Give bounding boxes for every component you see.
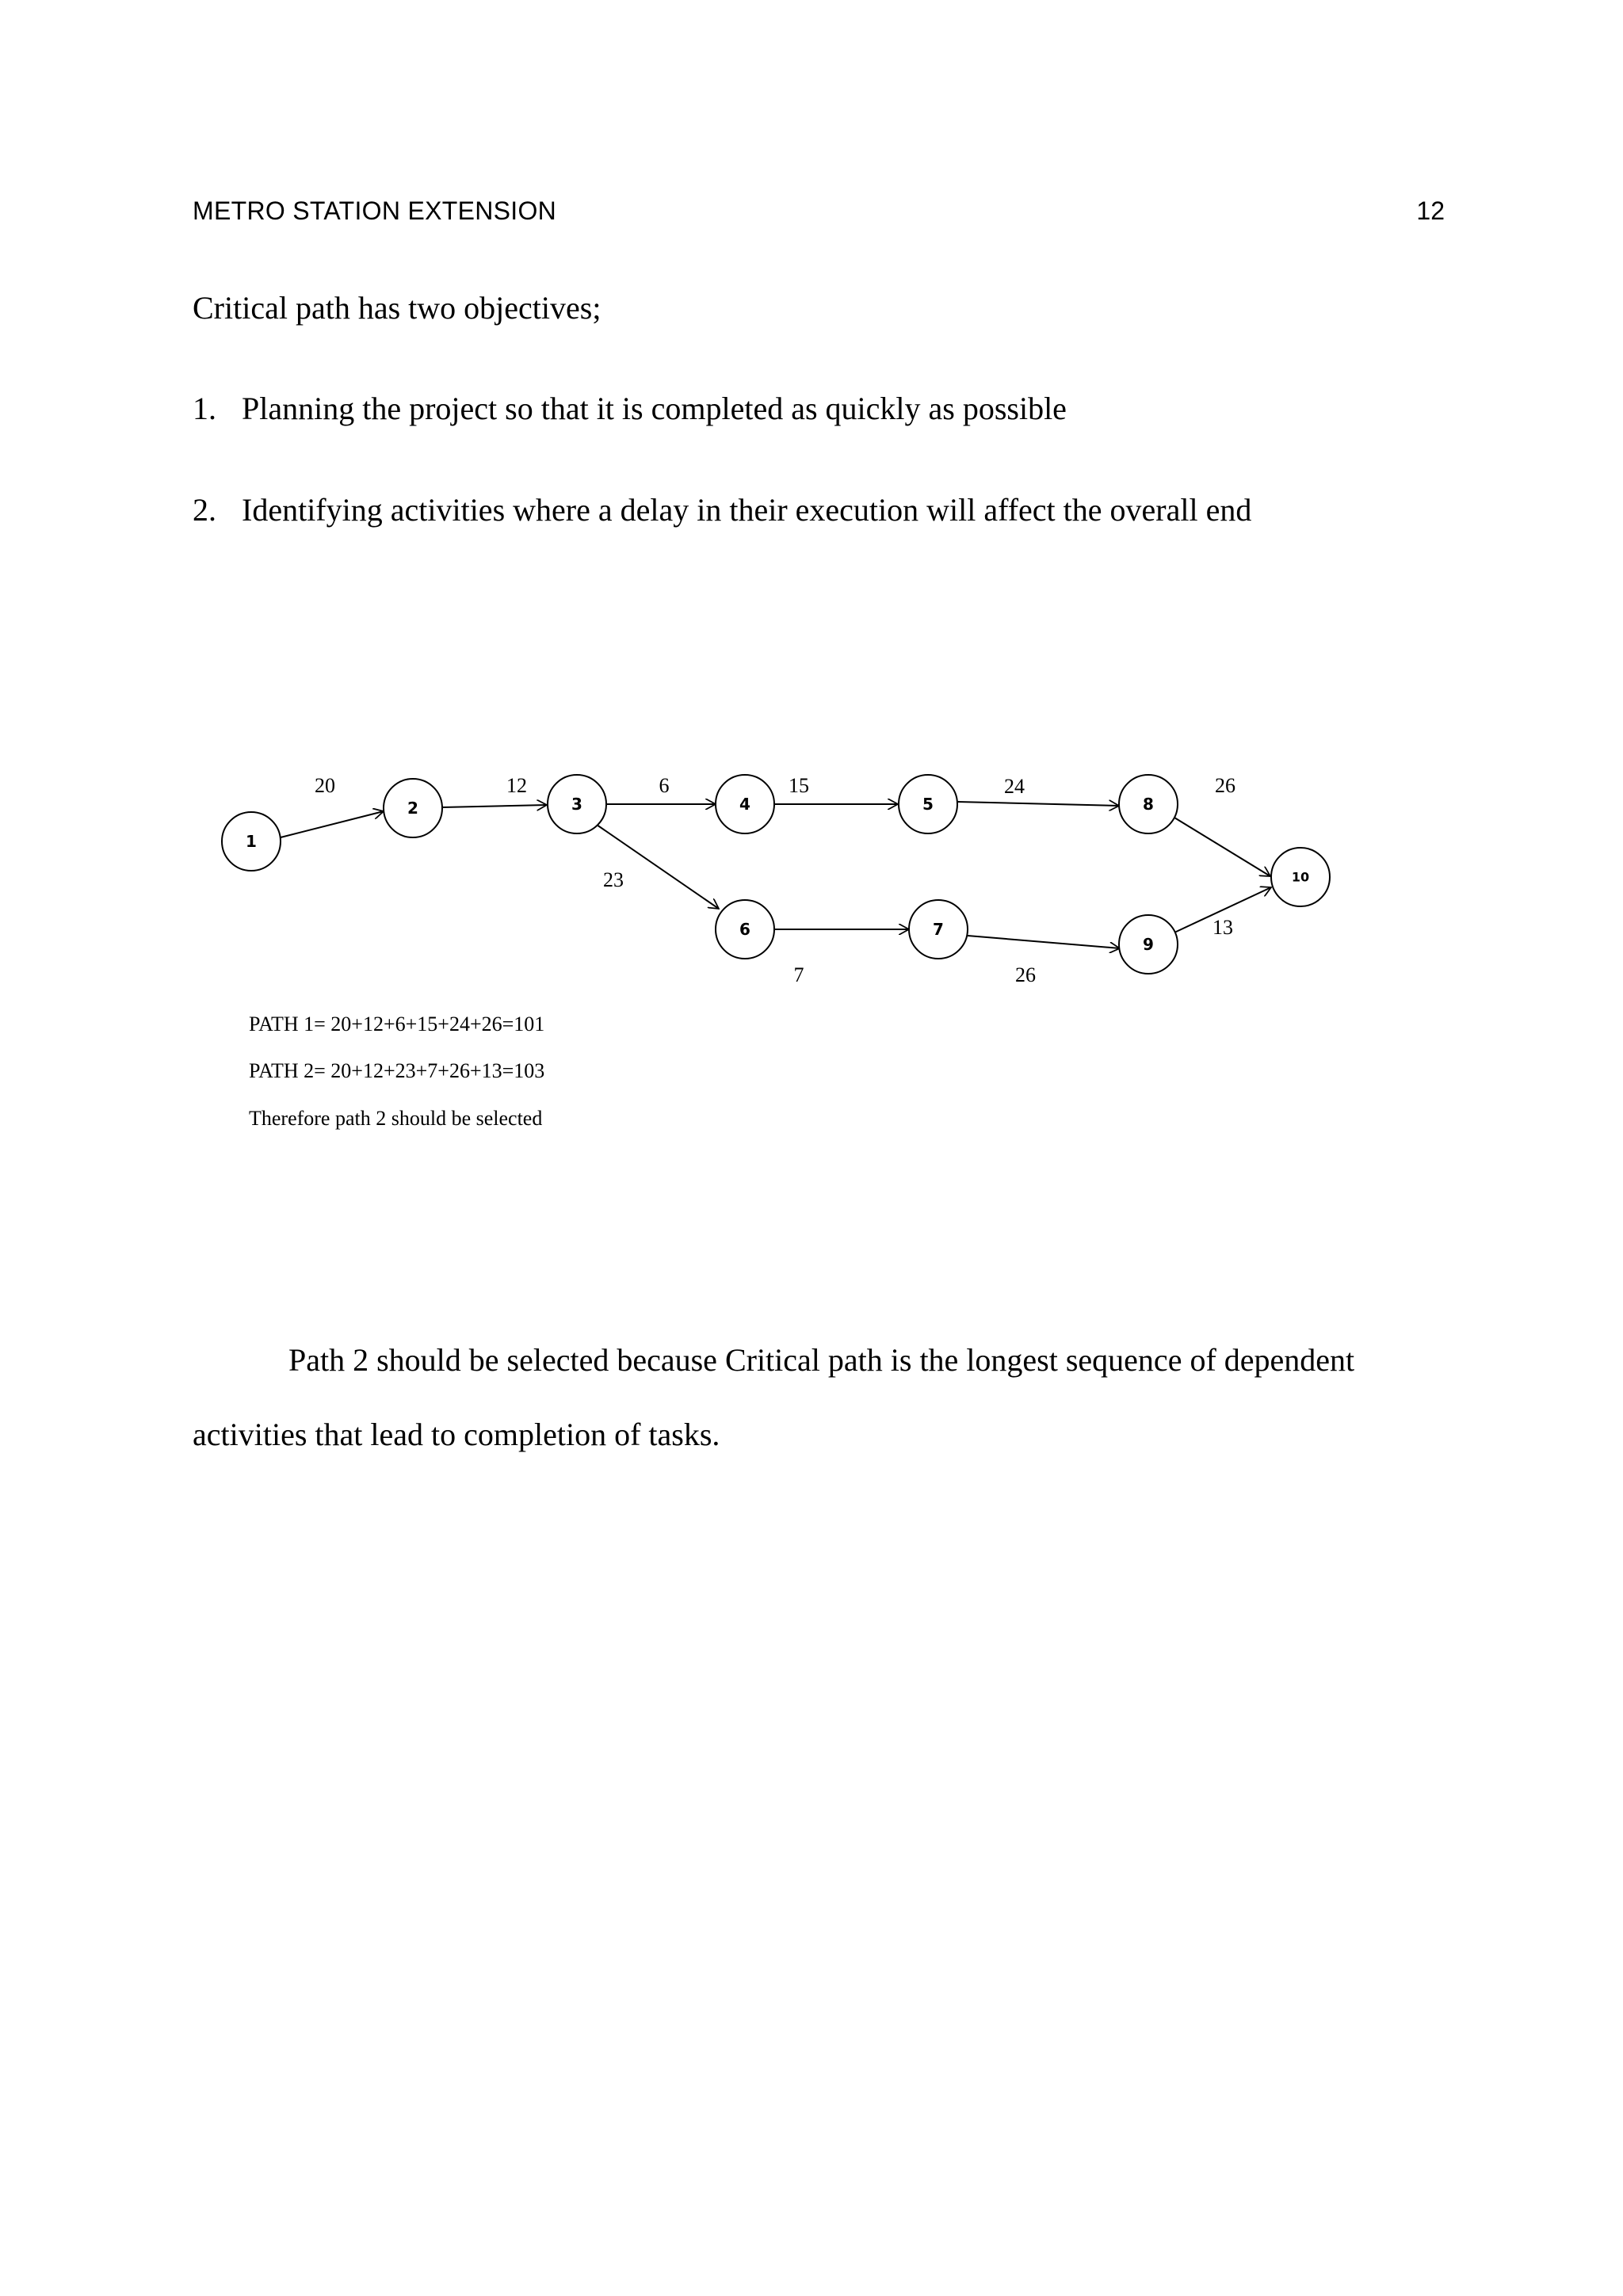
node-label: 4 xyxy=(739,795,750,814)
edge-8-10 xyxy=(1174,818,1270,876)
edge-label: 20 xyxy=(315,774,335,797)
edge-5-8 xyxy=(957,802,1119,806)
edge-label: 26 xyxy=(1015,963,1036,986)
node-label: 7 xyxy=(933,920,944,939)
conclusion-paragraph-line: activities that lead to completion of tasks. xyxy=(193,1417,720,1452)
edge-label: 26 xyxy=(1215,774,1235,797)
objective-text: Identifying activities where a delay in their execution will affect the overall end xyxy=(242,492,1252,528)
node-label: 2 xyxy=(407,799,418,818)
node-label: 8 xyxy=(1143,795,1154,814)
node-label: 5 xyxy=(922,795,934,814)
conclusion-paragraph-line: Path 2 should be selected because Critical path is the longest sequence of dependent xyxy=(288,1342,1355,1378)
edge-label: 23 xyxy=(603,868,624,891)
objective-text: Planning the project so that it is completed as quickly as possible xyxy=(242,391,1067,426)
running-head: METRO STATION EXTENSION xyxy=(193,196,557,225)
path-1-sum: PATH 1= 20+12+6+15+24+26=101 xyxy=(249,1013,545,1035)
intro-text: Critical path has two objectives; xyxy=(193,290,601,326)
node-label: 3 xyxy=(571,795,582,814)
node-label: 10 xyxy=(1291,869,1310,885)
objective-number: 1. xyxy=(193,391,216,426)
path-2-sum: PATH 2= 20+12+23+7+26+13=103 xyxy=(249,1059,545,1082)
page-number: 12 xyxy=(1416,196,1445,225)
edge-label: 12 xyxy=(506,774,527,797)
edge-label: 15 xyxy=(789,774,809,797)
node-label: 6 xyxy=(739,920,750,939)
edge-1-2 xyxy=(281,811,384,837)
edge-2-3 xyxy=(442,805,547,807)
node-label: 9 xyxy=(1143,935,1154,954)
objective-item xyxy=(193,390,1067,427)
edge-label: 7 xyxy=(793,963,804,986)
node-label: 1 xyxy=(246,832,257,851)
edge-3-6 xyxy=(597,825,719,909)
edge-label: 6 xyxy=(659,774,670,797)
path-conclusion: Therefore path 2 should be selected xyxy=(249,1107,543,1130)
objective-number: 2. xyxy=(193,492,216,528)
edge-label: 24 xyxy=(1004,775,1025,798)
edge-7-9 xyxy=(968,936,1120,948)
network-diagram xyxy=(206,745,1347,1173)
edge-label: 13 xyxy=(1212,916,1233,939)
objective-item xyxy=(193,491,1251,528)
